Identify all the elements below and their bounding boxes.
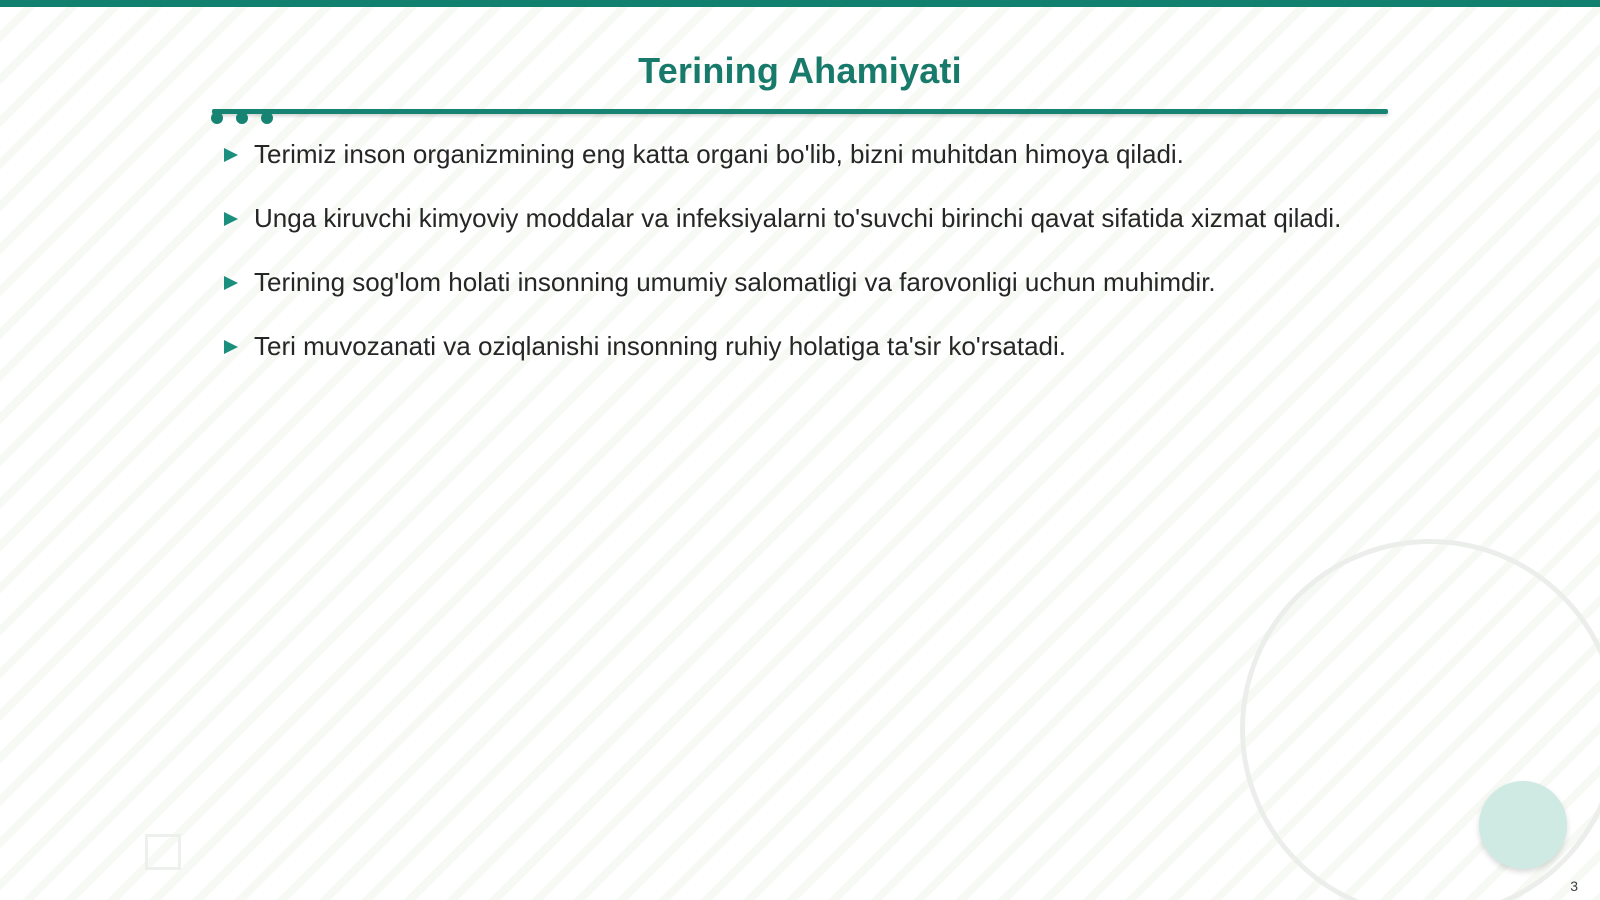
triangle-right-icon [224, 276, 238, 290]
decoration-dot [236, 112, 248, 124]
bullet-item [224, 328, 1344, 364]
bullet-text: Terimiz inson organizmining eng katta organi bo'lib, bizni muhitdan himoya qiladi. [254, 139, 1184, 169]
decorative-circle [1479, 781, 1567, 869]
title-dots-decoration [211, 112, 281, 126]
bullet-item [224, 200, 1344, 236]
page-number: 3 [1570, 878, 1578, 894]
title-underline [212, 109, 1388, 114]
bullet-text: Unga kiruvchi kimyoviy moddalar va infeksiyalarni to'suvchi birinchi qavat sifatida xizmat qiladi. [254, 203, 1342, 233]
triangle-right-icon [224, 340, 238, 354]
bullet-text: Teri muvozanati va oziqlanishi insonning ruhiy holatiga ta'sir ko'rsatadi. [254, 331, 1067, 361]
triangle-right-icon [224, 212, 238, 226]
slide-title: Terining Ahamiyati [638, 50, 962, 91]
decoration-dot [211, 112, 223, 124]
top-accent-bar [0, 0, 1600, 7]
bullet-item [224, 136, 1344, 172]
decoration-dot [261, 112, 273, 124]
decorative-square [145, 834, 181, 870]
bullet-item [224, 264, 1344, 300]
bullet-text: Terining sog'lom holati insonning umumiy salomatligi va farovonligi uchun muhimdir. [254, 267, 1216, 297]
bullet-list [224, 136, 1344, 392]
triangle-right-icon [224, 148, 238, 162]
